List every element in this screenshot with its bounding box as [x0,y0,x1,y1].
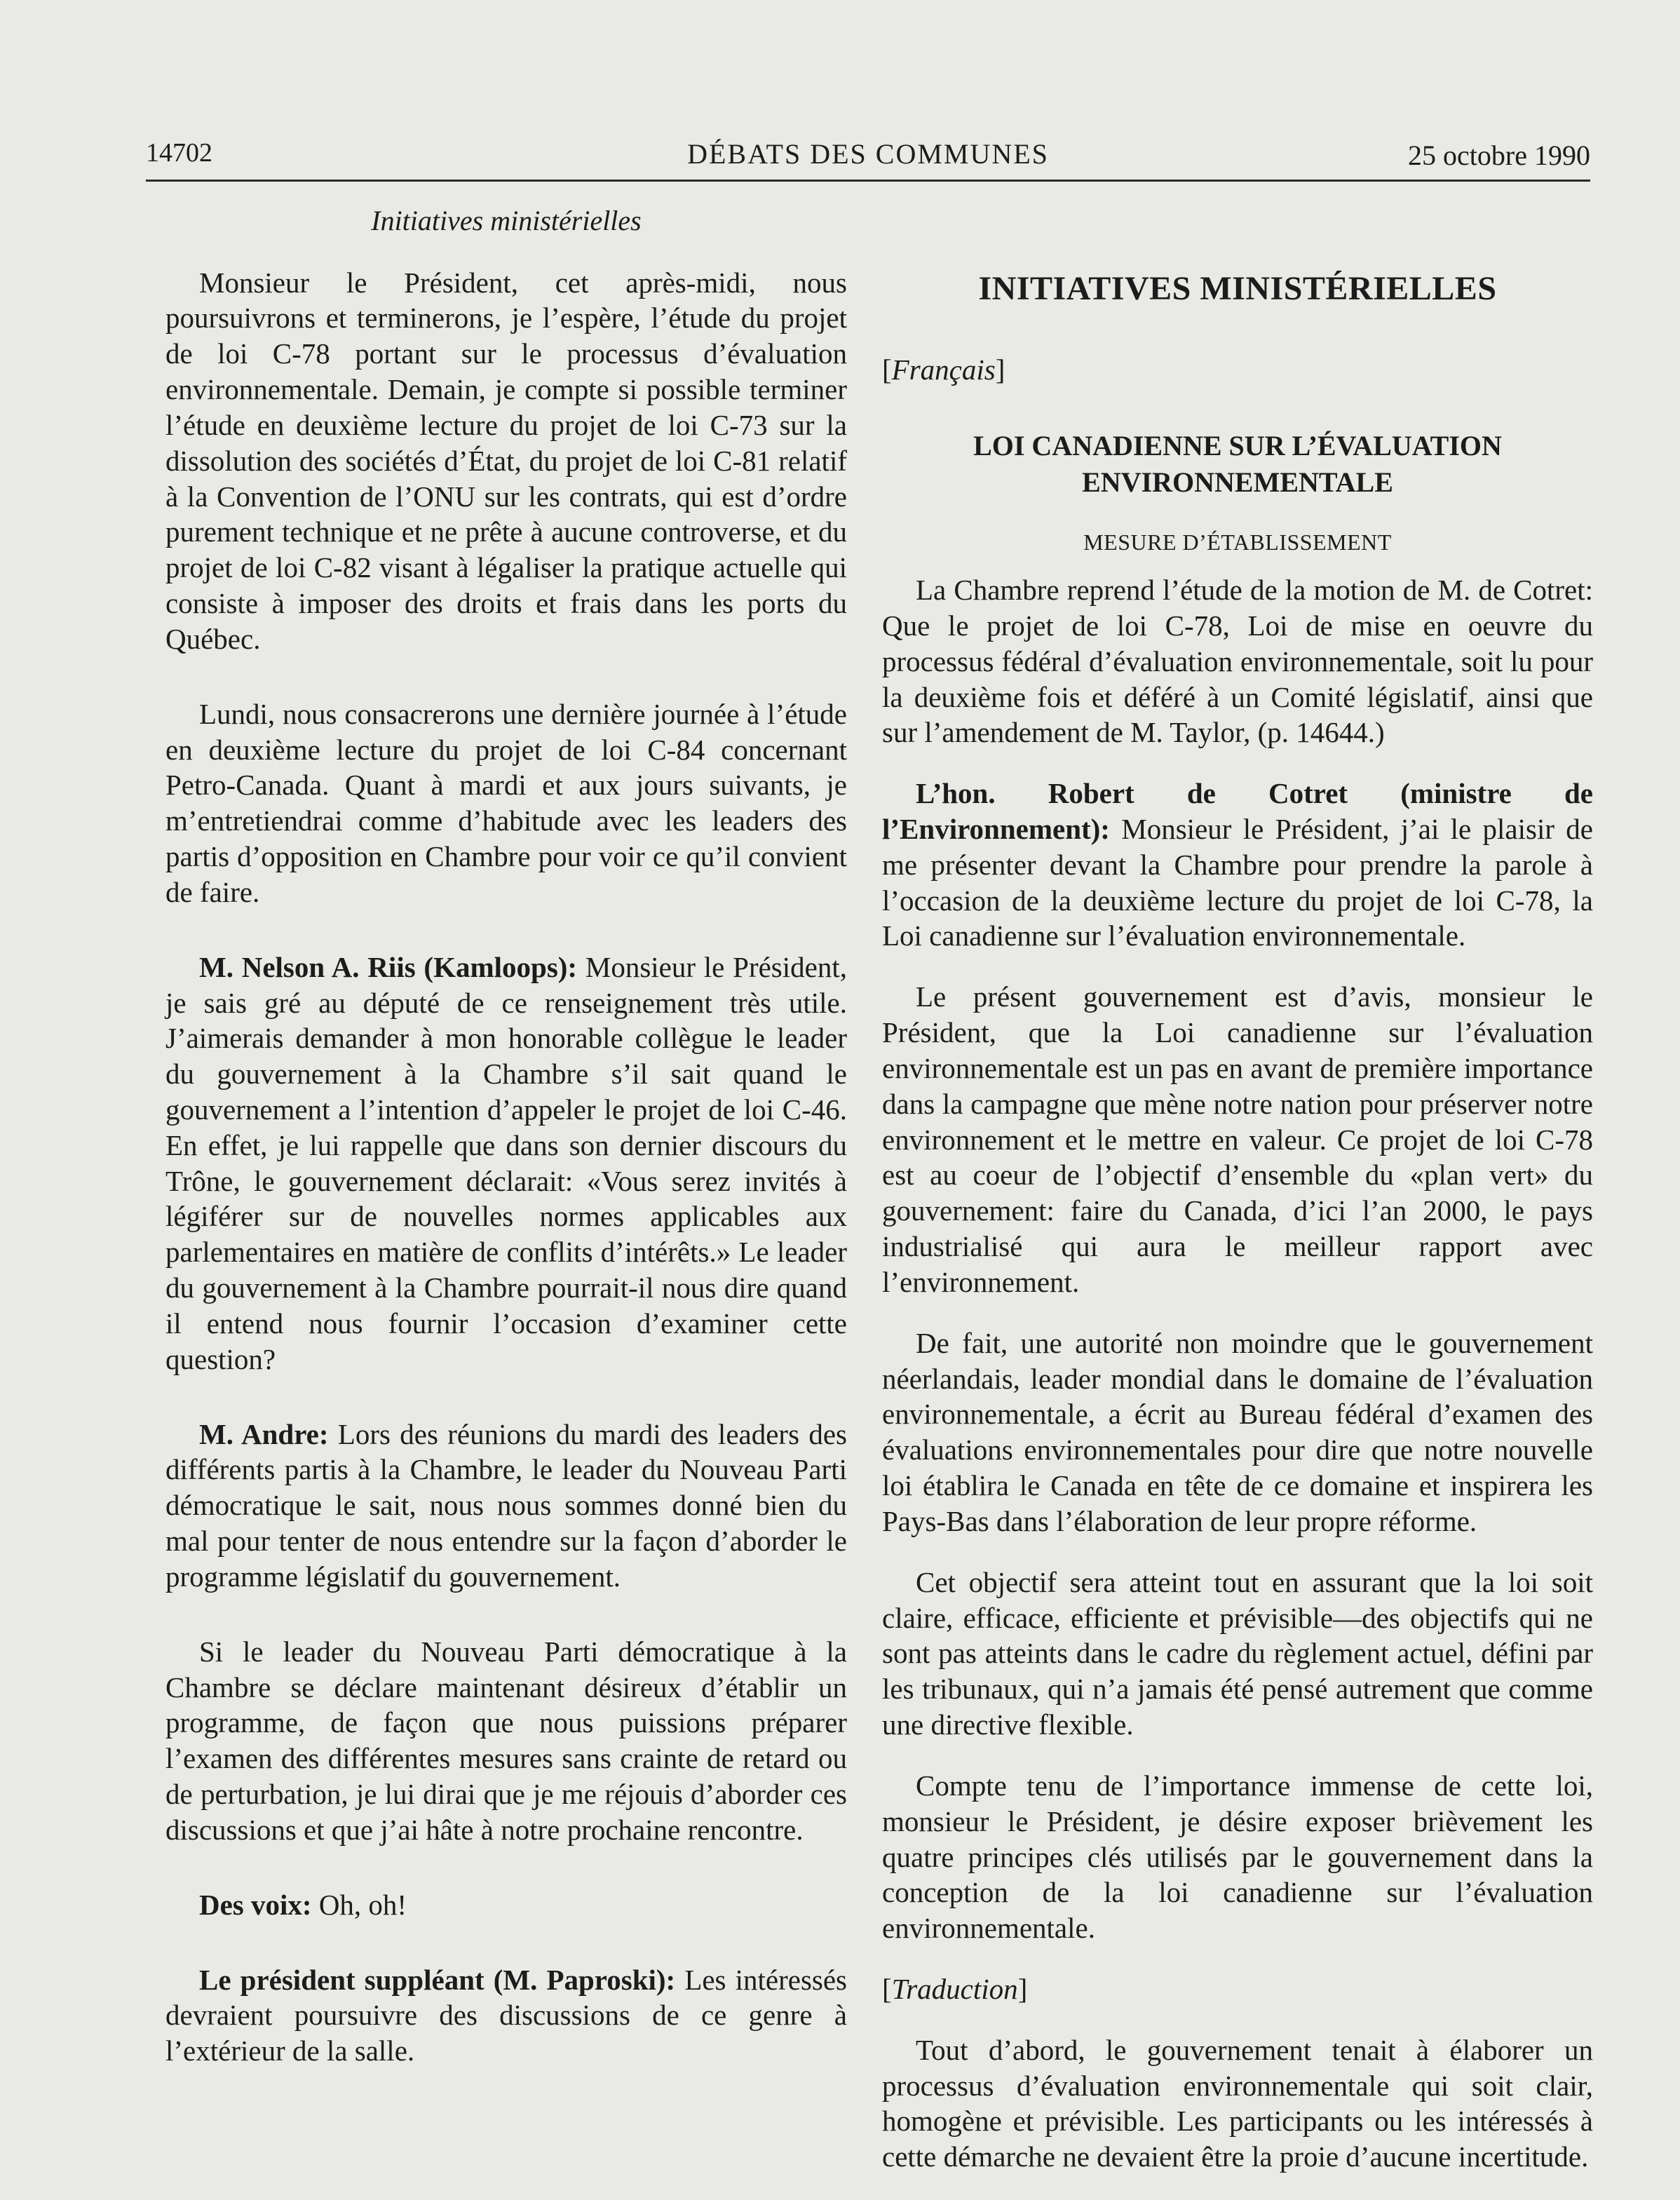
right-column [882,203,1593,2200]
bill-title: LOI CANADIENNE SUR L’ÉVALUATION ENVIRONNEMENTALE [973,430,1502,499]
speech-text: Monsieur le Président, j’ai le plaisir de me présenter devant la Chambre pour prendre la parole à l’occasion de la deuxième lecture du projet de loi C-78, la Loi canadienne sur l’évaluation environnementale. [882,812,1593,952]
right-paragraph-6: Compte tenu de l’importance immense de cette loi, monsieur le Président, je désire exposer brièvement les quatre principes clés utilisés par le gouvernement dans la conception de la loi canadienne sur l’évaluation environnementale. [882,1769,1593,1945]
speaker-name: M. Nelson A. Riis (Kamloops): [199,950,578,983]
left-column [165,203,847,2108]
speaker-name: M. Andre: [199,1417,329,1450]
page-number: 14702 [146,138,212,168]
page-header [146,137,1590,182]
speaker-name: L’hon. Robert de Cotret (ministre de l’Environnement): [882,777,1593,845]
right-paragraph-2 [882,776,1593,954]
right-paragraph-7: Tout d’abord, le gouvernement tenait à élaborer un processus d’évaluation environnementale qui soit clair, homogène et prévisible. Les participants ou les intéressés à cette démarche ne devaient être la proie d’aucune incertitude. [882,2033,1593,2173]
left-paragraph-2: Lundi, nous consacrerons une dernière journée à l’étude en deuxième lecture du projet de loi C-84 concernant Petro-Canada. Quant à mardi et aux jours suivants, je m’entretiendrai comme d’habitude avec les leaders des partis d’opposition en Chambre pour voir ce qu’il convient de faire. [165,697,847,908]
measure-heading: MESURE D’ÉTABLISSEMENT [1083,529,1392,555]
right-paragraph-5: Cet objectif sera atteint tout en assurant que la loi soit claire, efficace, efficiente et prévisible—des objectifs qui ne sont pas atteints dans le cadre du règlement actuel, défini par les tribunaux, qui n’a jamais été pensé autrement que comme une directive flexible. [882,1565,1593,1741]
left-paragraph-5: Si le leader du Nouveau Parti démocratique à la Chambre se déclare maintenant désireux d’établir un programme, de façon que nous puissions préparer l’examen des différentes mesures sans crainte de retard ou de perturbation, je lui dirai que je me réjouis d’aborder ces discussions et que j’ai hâte à notre prochaine rencontre. [165,1635,847,1846]
speech-text: Oh, oh! [311,1888,407,1921]
publication-date: 25 octobre 1990 [1408,140,1590,171]
publication-title: DÉBATS DES COMMUNES [687,138,1049,170]
speech-text: Lors des réunions du mardi des leaders des différents partis à la Chambre, le leader du Nouveau Parti démocratique le sait, nous nous sommes donné bien du mal pour tenter de nous entendre sur la façon d’aborder le programme législatif du gouvernement. [165,1417,847,1593]
left-paragraph-3 [165,950,847,1377]
right-paragraph-1: La Chambre reprend l’étude de la motion de M. de Cotret: Que le projet de loi C-78, Loi de mise en oeuvre du processus fédéral d’évaluation environnementale, soit lu pour la deuxième fois et déféré à un Comité législatif, ainsi que sur l’amendement de M. Taylor, (p. 14644.) [882,574,1593,749]
language-tag-francais: [Français] [882,353,1005,386]
left-paragraph-1: Monsieur le Président, cet après-midi, nous poursuivrons et terminerons, je l’espère, l’étude du projet de loi C-78 portant sur le processus d’évaluation environnementale. Demain, je compte si possible terminer l’étude en deuxième lecture du projet de loi C-73 sur la dissolution des sociétés d’État, du projet de loi C-81 relatif à la Convention de l’ONU sur les contrats, qui est d’ordre purement technique et ne prête à aucune controverse, et du projet de loi C-82 visant à légaliser la pratique actuelle qui consiste à imposer des droits et frais dans les ports du Québec. [165,266,847,655]
speaker-name: Le président suppléant (M. Paproski): [199,1963,676,1996]
speech-text: Les intéressés devraient poursuivre des discussions de ce genre à l’extérieur de la salle. [165,1963,848,2067]
section-heading: INITIATIVES MINISTÉRIELLES [978,270,1497,307]
language-tag-text: Traduction [891,1973,1018,2005]
left-paragraph-7 [165,1962,847,2069]
speech-text: Monsieur le Président, je sais gré au député de ce renseignement très utile. J’aimerais demander à mon honorable collègue le leader du gouvernement à la Chambre s’il sait quand le gouvernement a l’intention d’appeler le projet de loi C-46. En effet, je lui rappelle que dans son dernier discours du Trône, le gouvernement déclarait: «Vous serez invités à légiférer sur de nouvelles normes applicables aux parlementaires en matière de conflits d’intérêts.» Le leader du gouvernement à la Chambre pourrait-il nous dire quand il entend nous fournir l’occasion d’examiner cette question? [165,950,847,1375]
speaker-name: Des voix: [199,1888,312,1921]
left-paragraph-4 [165,1417,847,1595]
right-paragraph-3: Le présent gouvernement est d’avis, monsieur le Président, que la Loi canadienne sur l’évaluation environnementale est un pas en avant de première importance dans la campagne que mène notre nation pour préserver notre environnement et le mettre en valeur. Ce projet de loi C-78 est au coeur de l’objectif d’ensemble du «plan vert» du gouvernement: faire du Canada, d’ici l’an 2000, le pays industrialisé qui aura le meilleur rapport avec l’environnement. [882,980,1593,1298]
left-paragraph-6 [165,1887,847,1923]
running-head: Initiatives ministérielles [371,205,642,236]
language-tag-text: Français [891,353,996,386]
language-tag-traduction: [Traduction] [882,1973,1028,2005]
right-paragraph-4: De fait, une autorité non moindre que le gouvernement néerlandais, leader mondial dans le domaine de l’évaluation environnementale, a écrit au Bureau fédéral d’examen des évaluations environnementales pour dire que notre nouvelle loi établira le Canada en tête de ce domaine et inspirera les Pays-Bas dans l’élaboration de leur propre réforme. [882,1326,1593,1537]
